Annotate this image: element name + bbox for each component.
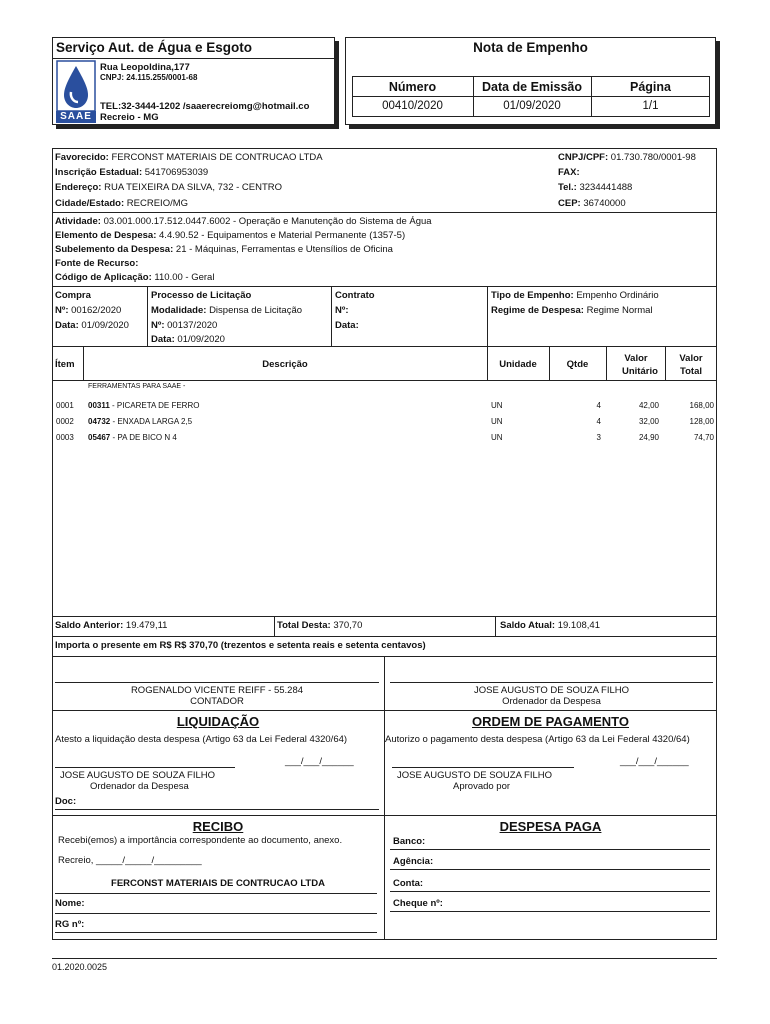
saldo-atual-label: Saldo Atual: <box>500 620 556 631</box>
importa-text: Importa o presente em R$ R$ 370,70 (trezentos e setenta reais e setenta centavos) <box>55 640 426 651</box>
item-group-title: FERRAMENTAS PARA SAAE - <box>88 383 186 390</box>
item-description <box>88 433 177 442</box>
contrato-label: Contrato <box>335 290 375 301</box>
atividade-line <box>55 216 432 227</box>
fonte-label: Fonte de Recurso: <box>55 258 139 269</box>
inscricao-line <box>55 167 208 178</box>
favorecido-value: FERCONST MATERIAIS DE CONTRUCAO LTDA <box>111 152 323 163</box>
sig-contador-role: CONTADOR <box>190 696 244 707</box>
item-description <box>88 401 199 410</box>
agencia-line <box>390 869 710 870</box>
modalidade-label: Modalidade: <box>151 305 207 316</box>
divider <box>665 346 666 380</box>
recibo-text: Recebi(emos) a importância correspondente ao documento, anexo. <box>58 835 343 846</box>
ordem-date-blank: ___/___/______ <box>620 756 689 767</box>
saldo-atual-value: 19.108,41 <box>557 620 600 631</box>
atividade-value: 03.001.000.17.512.0447.6002 - Operação e Manutenção do Sistema de Água <box>103 216 432 227</box>
sig-ordenador-name: JOSE AUGUSTO DE SOUZA FILHO <box>473 685 630 696</box>
item-valor-total: 74,70 <box>693 433 714 442</box>
codigo-line <box>55 272 214 283</box>
divider <box>52 212 717 213</box>
divider <box>52 286 717 287</box>
nome-label: Nome: <box>55 898 85 909</box>
endereco-value: RUA TEIXEIRA DA SILVA, 732 - CENTRO <box>104 182 283 193</box>
compra-label: Compra <box>55 290 91 301</box>
org-name: Serviço Aut. de Água e Esgoto <box>56 40 253 55</box>
compra-num-label: Nº: <box>55 305 69 316</box>
rg-line <box>55 932 377 933</box>
cnpj-line <box>558 152 696 163</box>
divider <box>52 346 717 347</box>
cidade-line <box>55 198 188 209</box>
contrato-data-label: Data: <box>335 320 359 331</box>
saldo-anterior-value: 19.479,11 <box>125 620 168 631</box>
processo-data-value: 01/09/2020 <box>177 334 225 345</box>
recibo-title: RECIBO <box>192 819 244 834</box>
total-desta-value: 370,70 <box>333 620 363 631</box>
endereco-label: Endereço: <box>55 182 102 193</box>
cep-value: 36740000 <box>583 198 626 209</box>
item-valor-total: 168,00 <box>689 401 714 410</box>
org-city: Recreio - MG <box>100 112 159 123</box>
col-header-unidade: Unidade <box>499 359 537 370</box>
item-code: 00311 <box>88 401 110 410</box>
sig-ordenador-role: Ordenador da Despesa <box>502 696 601 707</box>
pagina-value: 1/1 <box>642 100 659 112</box>
item-number: 0001 <box>56 401 74 410</box>
tel-line <box>558 182 632 193</box>
numero-value: 00410/2020 <box>382 100 443 112</box>
saldo-anterior-label: Saldo Anterior: <box>55 620 124 631</box>
saldo-atual-line <box>500 620 600 631</box>
banco-line <box>390 849 710 850</box>
elemento-label: Elemento de Despesa: <box>55 230 157 241</box>
liquidacao-text: Atesto a liquidação desta despesa (Artigo 63 da Lei Federal 4320/64) <box>55 734 348 745</box>
ordem-title: ORDEM DE PAGAMENTO <box>472 714 629 729</box>
ordem-text: Autorizo o pagamento desta despesa (Artigo 63 da Lei Federal 4320/64) <box>385 734 690 745</box>
favorecido-line <box>55 152 323 163</box>
item-qtde: 4 <box>596 417 601 426</box>
processo-num-label: Nº: <box>151 320 165 331</box>
footer-code: 01.2020.0025 <box>52 962 108 972</box>
modalidade-line <box>151 305 302 316</box>
inscricao-label: Inscrição Estadual: <box>55 167 143 178</box>
subelemento-value: 21 - Máquinas, Ferramentas e Utensílios de Oficina <box>175 244 393 255</box>
divider <box>52 58 335 59</box>
signature-line <box>55 682 379 683</box>
regime-label: Regime de Despesa: <box>491 305 584 316</box>
fax-label: FAX: <box>558 167 580 178</box>
processo-num-line <box>151 320 217 331</box>
cep-line <box>558 198 626 209</box>
item-valor-total: 128,00 <box>689 417 714 426</box>
regime-line <box>491 305 653 316</box>
item-number: 0002 <box>56 417 74 426</box>
item-desc-text: - ENXADA LARGA 2,5 <box>110 417 193 426</box>
item-valor-unitario: 32,00 <box>638 417 659 426</box>
divider <box>52 636 717 637</box>
divider <box>352 96 710 97</box>
liquidacao-role: Ordenador da Despesa <box>90 781 189 792</box>
compra-num-line <box>55 305 121 316</box>
item-qtde: 3 <box>596 433 601 442</box>
processo-data-line <box>151 334 225 345</box>
compra-num-value: 00162/2020 <box>71 305 122 316</box>
liquidacao-name: JOSE AUGUSTO DE SOUZA FILHO <box>60 770 216 781</box>
col-header-item: Ítem <box>55 359 75 370</box>
subelemento-line <box>55 244 393 255</box>
item-valor-unitario: 42,00 <box>638 401 659 410</box>
cheque-line <box>390 911 710 912</box>
ordem-role: Aprovado por <box>453 781 511 792</box>
subelemento-label: Subelemento da Despesa: <box>55 244 174 255</box>
doc-line <box>55 809 379 810</box>
codigo-label: Código de Aplicação: <box>55 272 152 283</box>
divider <box>274 616 275 636</box>
total-desta-line <box>277 620 362 631</box>
item-valor-unitario: 24,90 <box>638 433 659 442</box>
item-unidade: UN <box>491 401 503 410</box>
item-code: 04732 <box>88 417 111 426</box>
cidade-value: RECREIO/MG <box>126 198 189 209</box>
signature-line <box>55 767 235 768</box>
compra-data-label: Data: <box>55 320 79 331</box>
signature-line <box>392 767 574 768</box>
divider <box>147 286 148 346</box>
endereco-line <box>55 182 282 193</box>
nome-line <box>55 913 377 914</box>
doc-title: Nota de Empenho <box>473 40 588 55</box>
compra-data-value: 01/09/2020 <box>81 320 129 331</box>
codigo-value: 110.00 - Geral <box>154 272 215 283</box>
signature-line <box>55 893 377 894</box>
logo-text: SAAE <box>56 111 96 123</box>
item-description <box>88 417 192 426</box>
divider <box>52 710 717 711</box>
item-desc-text: - PICARETA DE FERRO <box>109 401 200 410</box>
conta-line <box>390 891 710 892</box>
tel-value: 3234441488 <box>579 182 633 193</box>
processo-num-value: 00137/2020 <box>167 320 218 331</box>
numero-label: Número <box>388 80 437 94</box>
favorecido-label: Favorecido: <box>55 152 109 163</box>
rg-label: RG nº: <box>55 919 85 930</box>
banco-label: Banco: <box>393 836 426 847</box>
recibo-recreio: Recreio, _____/_____/_________ <box>58 855 202 866</box>
elemento-line <box>55 230 405 241</box>
tel-label: Tel.: <box>558 182 577 193</box>
item-desc-text: - PA DE BICO N 4 <box>110 433 177 442</box>
processo-label: Processo de Licitação <box>151 290 252 301</box>
total-desta-label: Total Desta: <box>277 620 331 631</box>
conta-label: Conta: <box>393 878 424 889</box>
tipo-value: Empenho Ordinário <box>576 290 659 301</box>
col-header-valor-total: Valor Total <box>679 353 703 377</box>
despesa-paga-title: DESPESA PAGA <box>499 819 602 834</box>
cep-label: CEP: <box>558 198 581 209</box>
cnpj-value: 01.730.780/0001-98 <box>610 152 696 163</box>
inscricao-value: 541706953039 <box>144 167 209 178</box>
modalidade-value: Dispensa de Licitação <box>209 305 303 316</box>
signature-line <box>390 682 713 683</box>
org-cnpj: CNPJ: 24.115.255/0001-68 <box>100 73 198 82</box>
compra-data-line <box>55 320 129 331</box>
atividade-label: Atividade: <box>55 216 101 227</box>
footer-rule <box>52 958 717 959</box>
saldo-anterior-line <box>55 620 167 631</box>
data-emissao-label: Data de Emissão <box>481 80 583 94</box>
elemento-value: 4.4.90.52 - Equipamentos e Material Permanente (1357-5) <box>159 230 406 241</box>
processo-data-label: Data: <box>151 334 175 345</box>
recibo-company: FERCONST MATERIAIS DE CONTRUCAO LTDA <box>111 878 325 889</box>
cheque-label: Cheque nº: <box>393 898 443 909</box>
col-header-valor-unitario: Valor Unitário <box>622 353 658 377</box>
saae-logo <box>56 60 96 123</box>
item-unidade: UN <box>491 417 503 426</box>
tipo-label: Tipo de Empenho: <box>491 290 574 301</box>
col-header-qtde: Qtde <box>566 359 589 370</box>
data-emissao-value: 01/09/2020 <box>503 100 561 112</box>
agencia-label: Agência: <box>393 856 434 867</box>
item-code: 05467 <box>88 433 111 442</box>
item-unidade: UN <box>491 433 503 442</box>
sig-contador-name: ROGENALDO VICENTE REIFF - 55.284 <box>130 685 304 696</box>
pagina-label: Página <box>630 80 671 94</box>
regime-value: Regime Normal <box>586 305 653 316</box>
divider <box>606 346 607 380</box>
divider <box>495 616 496 636</box>
tipo-empenho-line <box>491 290 659 301</box>
liquidacao-date-blank: ___/___/______ <box>285 756 354 767</box>
liquidacao-title: LIQUIDAÇÃO <box>176 714 260 729</box>
contrato-num-label: Nº: <box>335 305 349 316</box>
cnpj-label: CNPJ/CPF: <box>558 152 609 163</box>
item-qtde: 4 <box>596 401 601 410</box>
org-address: Rua Leopoldina,177 <box>100 62 190 73</box>
doc-label: Doc: <box>55 796 77 807</box>
divider <box>52 616 717 617</box>
divider <box>331 286 332 346</box>
divider <box>52 380 717 381</box>
col-header-descricao: Descrição <box>262 359 308 370</box>
cidade-label: Cidade/Estado: <box>55 198 125 209</box>
item-number: 0003 <box>56 433 74 442</box>
ordem-name: JOSE AUGUSTO DE SOUZA FILHO <box>397 770 553 781</box>
divider <box>487 286 488 346</box>
org-contact: TEL:32-3444-1202 /saaerecreiomg@hotmail.co <box>100 101 310 112</box>
